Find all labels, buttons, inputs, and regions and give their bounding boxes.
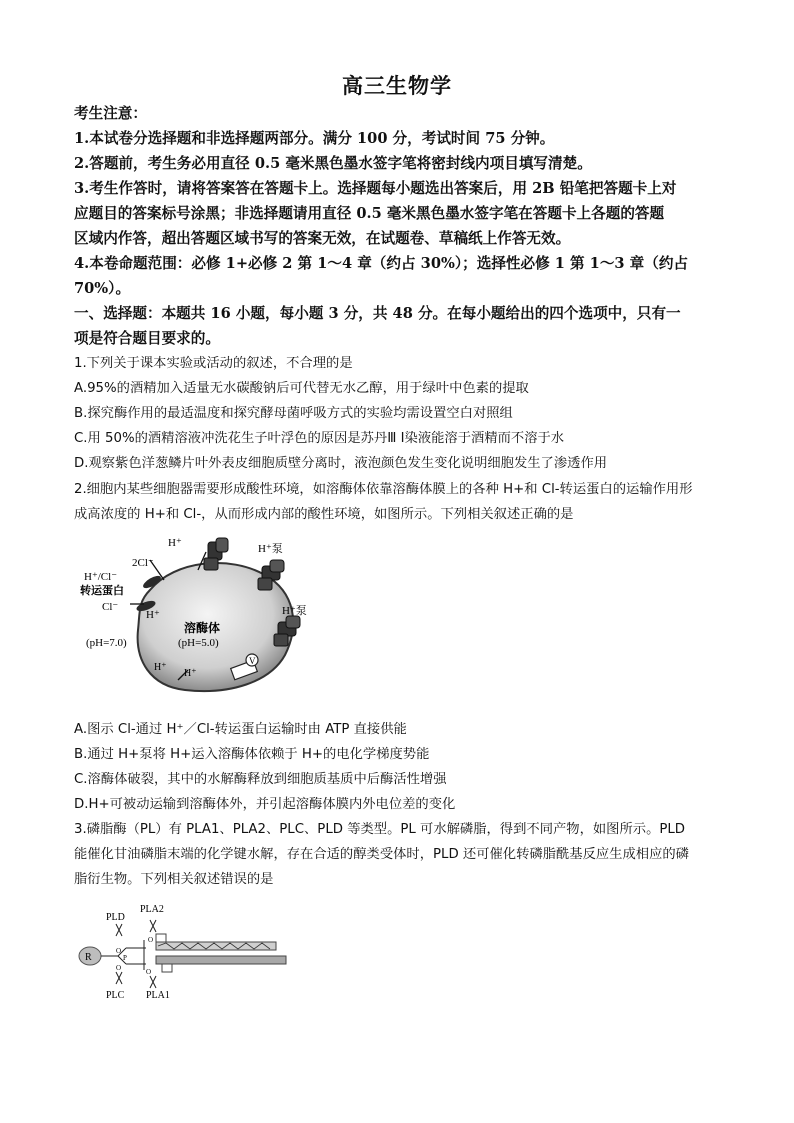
svg-text:O: O: [146, 968, 152, 976]
label-channel-v: V: [249, 656, 256, 666]
section-heading: 项是符合题目要求的。: [74, 330, 220, 347]
label-2cl: 2Cl⁻: [132, 557, 154, 569]
fatty-acid-chain-lower: [156, 956, 286, 964]
label-h-out-1: H⁺: [154, 662, 167, 673]
label-pla1: PLA1: [146, 990, 170, 1001]
notice-item: 1.本试卷分选择题和非选择题两部分。满分 100 分，考试时间 75 分钟。: [74, 130, 555, 147]
lysosome-figure: [80, 530, 320, 710]
page-title: 高三生物学: [342, 73, 452, 98]
notice-item: 区域内作答，超出答题区域书写的答案无效，在试题卷、草稿纸上作答无效。: [74, 230, 571, 247]
label-h-cl: H⁺/Cl⁻: [84, 571, 118, 583]
question-1-stem: 1.下列关于课本实验或活动的叙述，不合理的是: [74, 356, 353, 371]
label-pld: PLD: [106, 912, 125, 923]
label-h-pump-2: H⁺泵: [282, 605, 307, 617]
question-3-stem: 3.磷脂酶（PL）有 PLA1、PLA2、PLC、PLD 等类型。PL 可水解磷脂，得到不同产物，如图所示。PLD: [74, 822, 686, 837]
notice-item: 3.考生作答时，请将答案答在答题卡上。选择题每小题选出答案后，用 2B 铅笔把答题卡上对: [74, 180, 677, 197]
question-1-option-d: D.观察紫色洋葱鳞片叶外表皮细胞质壁分离时，液泡颜色发生变化说明细胞发生了渗透作用: [74, 456, 608, 471]
label-h-inside: H⁺: [146, 609, 160, 621]
question-2-stem: 2.细胞内某些细胞器需要形成酸性环境，如溶酶体依靠溶酶体膜上的各种 H+和 Cl-转运蛋白的运输作用形: [74, 482, 693, 497]
label-ph-inside: (pH=5.0): [178, 637, 219, 649]
question-1-option-c: C.用 50%的酒精溶液冲洗花生子叶浮色的原因是苏丹Ⅲ Ⅰ染液能溶于酒精而不溶于水: [74, 431, 565, 446]
svg-text:O: O: [116, 947, 122, 955]
question-1-option-b: B.探究酶作用的最适温度和探究酵母菌呼吸方式的实验均需设置空白对照组: [74, 406, 513, 421]
notice-item: 70%）。: [74, 280, 131, 297]
question-2-option-d: D.H+可被动运输到溶酶体外，并引起溶酶体膜内外电位差的变化: [74, 797, 456, 812]
question-3-stem: 能催化甘油磷脂末端的化学键水解，存在合适的醇类受体时，PLD 还可催化转磷脂酰基反应生成相应的磷: [74, 847, 689, 862]
label-h-pump-1: H⁺泵: [258, 543, 283, 555]
svg-text:O: O: [116, 964, 122, 972]
question-2-option-c: C.溶酶体破裂，其中的水解酶释放到细胞质基质中后酶活性增强: [74, 772, 447, 787]
scissors-marks: [116, 920, 156, 988]
label-plc: PLC: [106, 990, 125, 1001]
section-heading: 一、选择题：本题共 16 小题，每小题 3 分，共 48 分。在每小题给出的四个选项中，只有一: [74, 305, 681, 322]
label-cl: Cl⁻: [102, 601, 119, 613]
label-pla2: PLA2: [140, 904, 164, 915]
question-2-option-b: B.通过 H+泵将 H+运入溶酶体依赖于 H+的电化学梯度势能: [74, 747, 430, 762]
svg-text:P: P: [123, 954, 127, 962]
label-ph-outside: (pH=7.0): [86, 637, 127, 649]
question-3-stem: 脂衍生物。下列相关叙述错误的是: [74, 872, 274, 887]
question-2-option-a: A.图示 Cl-通过 H⁺／Cl-转运蛋白运输时由 ATP 直接供能: [74, 722, 407, 737]
label-h-out-2: H⁺: [184, 668, 197, 679]
phospholipid-figure: [78, 900, 298, 1005]
question-2-stem: 成高浓度的 H+和 Cl-，从而形成内部的酸性环境，如图所示。下列相关叙述正确的是: [74, 507, 574, 522]
label-r: R: [85, 952, 92, 963]
label-lysosome: 溶酶体: [184, 621, 221, 635]
label-transporter: 转运蛋白: [80, 585, 124, 597]
label-h-top: H⁺: [168, 537, 182, 549]
notice-item: 4.本卷命题范围：必修 1+必修 2 第 1～4 章（约占 30%）；选择性必修 1 第 1～3 章（约占: [74, 255, 689, 272]
notice-item: 应题目的答案标号涂黑；非选择题请用直径 0.5 毫米黑色墨水签字笔在答题卡上各题的答题: [74, 205, 665, 222]
notice-heading: 考生注意：: [74, 105, 147, 122]
notice-item: 2.答题前，考生务必用直径 0.5 毫米黑色墨水签字笔将密封线内项目填写清楚。: [74, 155, 592, 172]
question-1-option-a: A.95%的酒精加入适量无水碳酸钠后可代替无水乙醇，用于绿叶中色素的提取: [74, 381, 529, 396]
svg-text:O: O: [148, 936, 154, 944]
